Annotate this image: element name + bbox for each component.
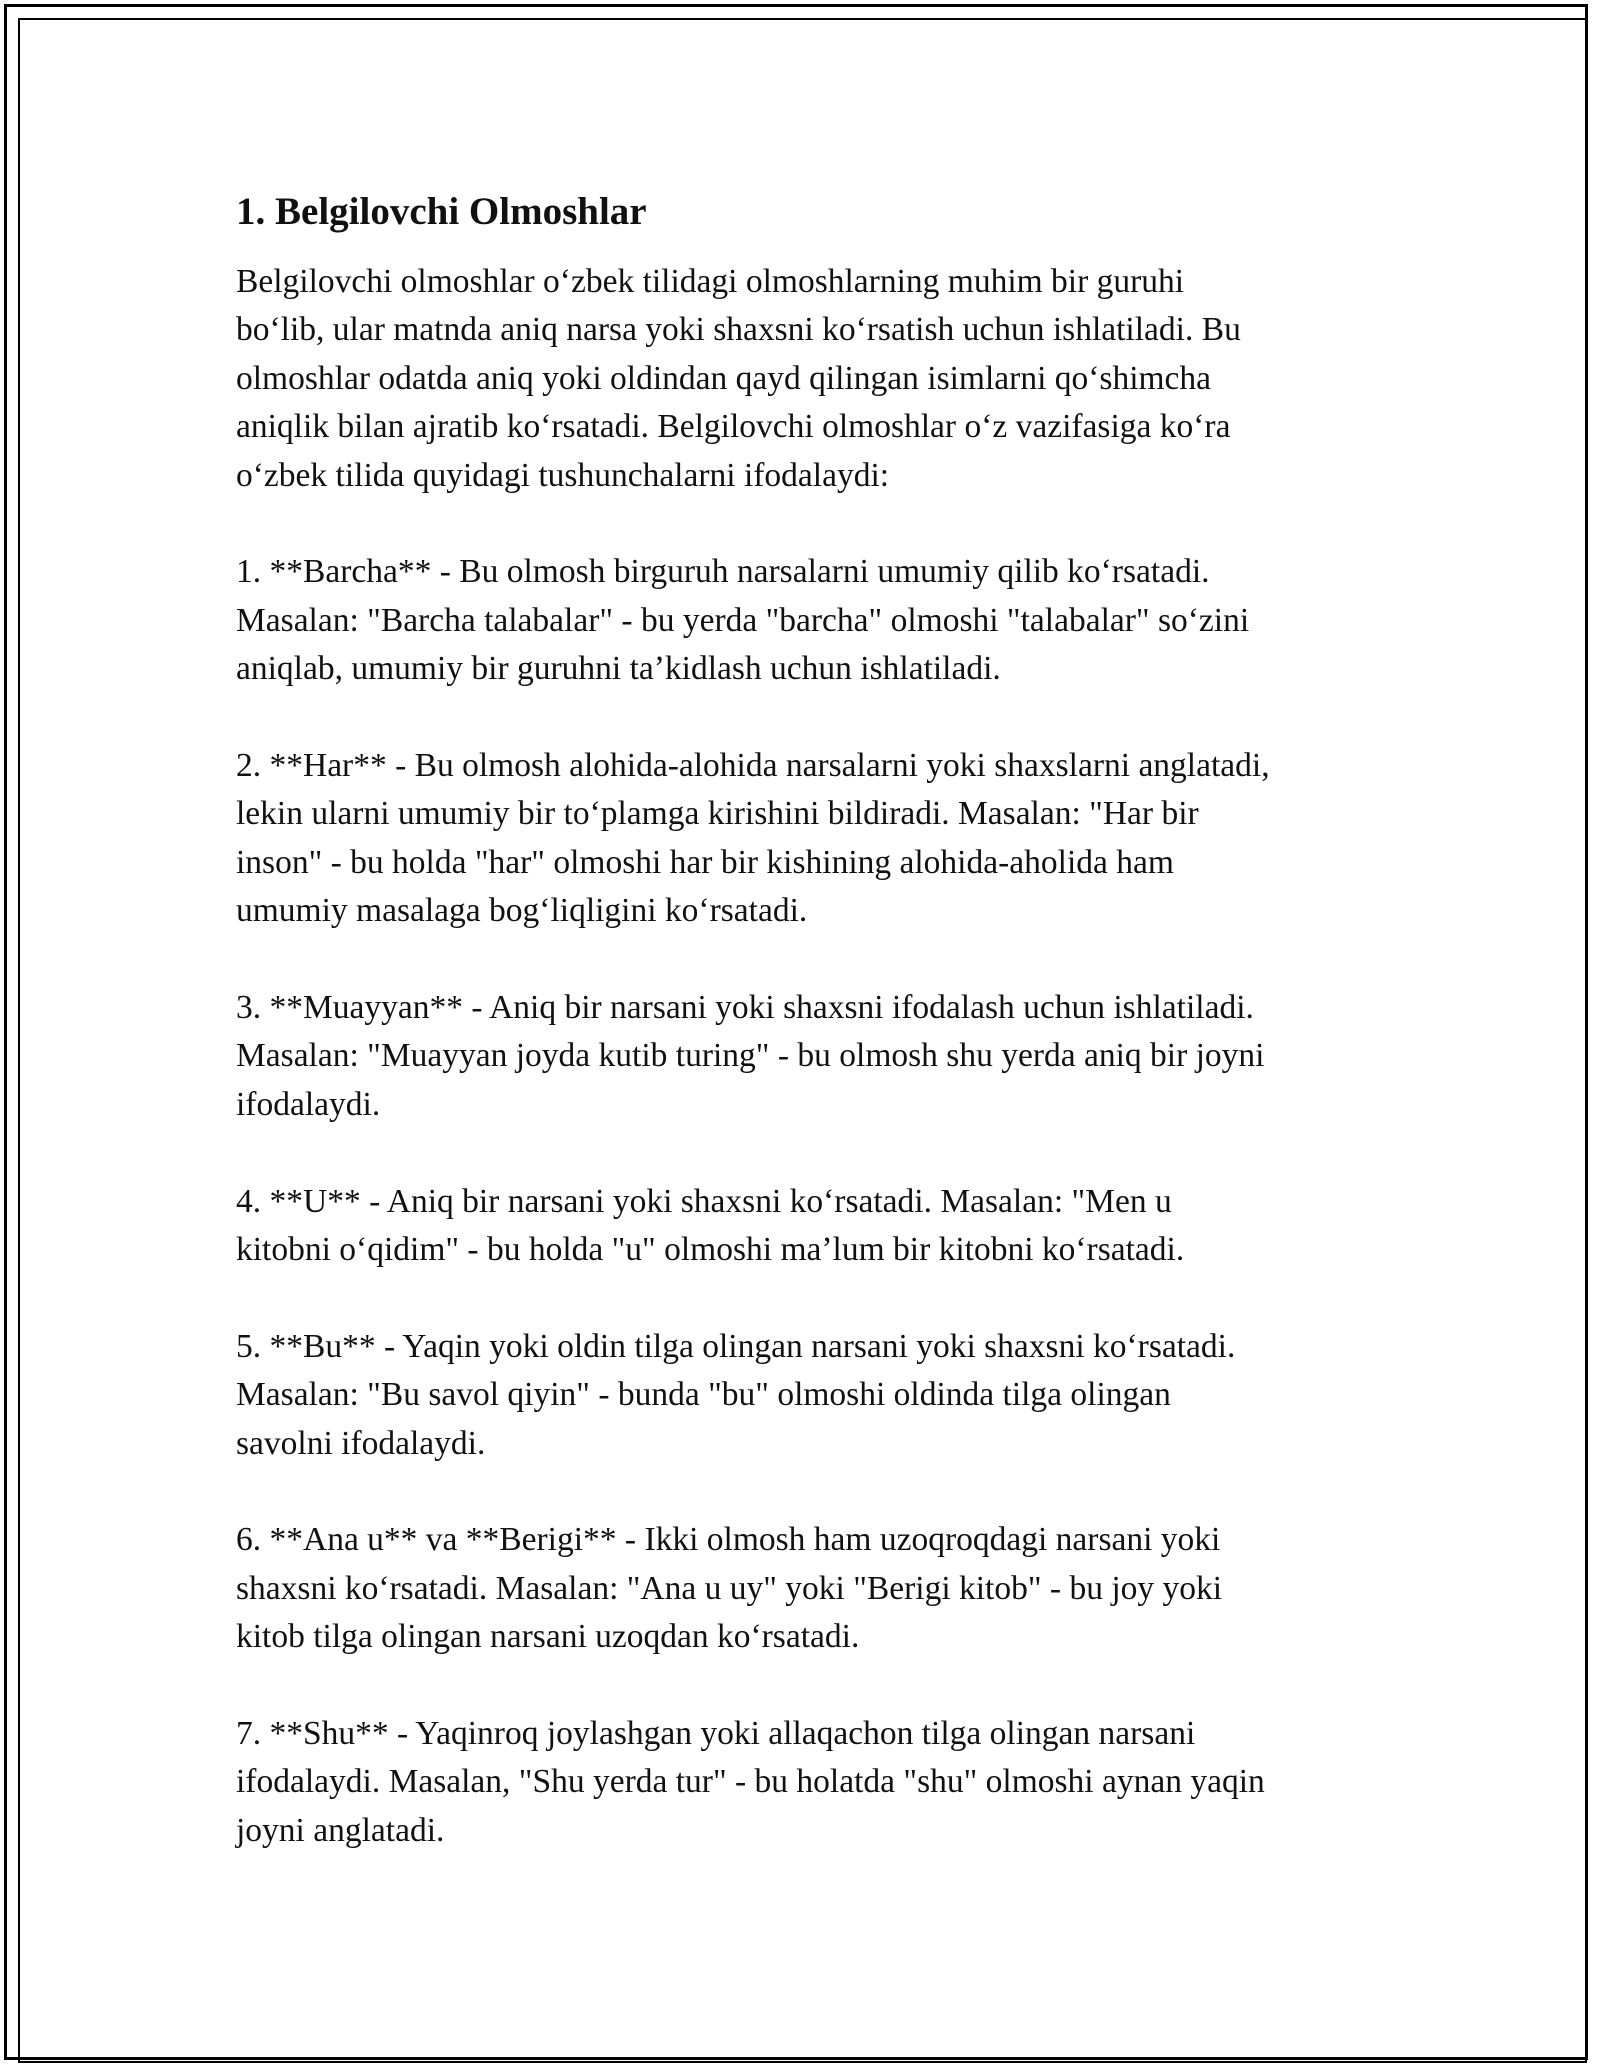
list-item-bu: 5. **Bu** - Yaqin yoki oldin tilga olingan narsani yoki shaxsni koʻrsatadi. Masalan: "Bu savol qiyin" - bunda "bu" olmoshi oldinda tilga olingan savolni ifodalaydi. <box>236 1327 1236 1462</box>
document-body <box>236 188 1376 1904</box>
intro-paragraph: Belgilovchi olmoshlar oʻzbek tilidagi olmoshlarning muhim bir guruhi boʻlib, ular matnda aniq narsa yoki shaxsni koʻrsatish uchun ishlatiladi. Bu olmoshlar odatda aniq yoki oldindan qayd qilingan isimlarni qoʻshimcha aniqlik bilan ajratib koʻrsatadi. Belgilovchi olmoshlar oʻz vazifasiga koʻra oʻzbek tilida quyidagi tushunchalarni ifodalaydi: <box>236 263 1241 494</box>
list-item-ana-u-berigi: 6. **Ana u** va **Berigi** - Ikki olmosh ham uzoqroqdagi narsani yoki shaxsni koʻrsatadi. Masalan: "Ana u uy" yoki "Berigi kitob" - bu joy yoki kitob tilga olingan narsani uzoqdan koʻrsatadi. <box>236 1521 1223 1656</box>
list-item-muayyan: 3. **Muayyan** - Aniq bir narsani yoki shaxsni ifodalash uchun ishlatiladi. Masalan: "Muayyan joyda kutib turing" - bu olmosh shu yerda aniq bir joyni ifodalaydi. <box>236 989 1265 1123</box>
list-item-har: 2. **Har** - Bu olmosh alohida-alohida narsalarni yoki shaxslarni anglatadi, lekin ularni umumiy bir toʻplamga kirishini bildiradi. Masalan: "Har bir inson" - bu holda "har" olmoshi har bir kishining alohida-aholida ham umumiy masalaga bogʻliqligini koʻrsatadi. <box>236 747 1270 930</box>
list-item-shu: 7. **Shu** - Yaqinroq joylashgan yoki allaqachon tilga olingan narsani ifodalaydi. Masalan, "Shu yerda tur" - bu holatda "shu" olmoshi aynan yaqin joyni anglatadi. <box>236 1715 1265 1849</box>
document-title: 1. Belgilovchi Olmoshlar <box>236 190 647 233</box>
list-item-u: 4. **U** - Aniq bir narsani yoki shaxsni koʻrsatadi. Masalan: "Men u kitobni oʻqidim" - bu holda "u" olmoshi maʼlum bir kitobni koʻrsatadi. <box>236 1182 1185 1269</box>
list-item-barcha: 1. **Barcha** - Bu olmosh birguruh narsalarni umumiy qilib koʻrsatadi. Masalan: "Barcha talabalar" - bu yerda "barcha" olmoshi "talabalar" soʻzini aniqlab, umumiy bir guruhni taʼkidlash uchun ishlatiladi. <box>236 553 1250 688</box>
